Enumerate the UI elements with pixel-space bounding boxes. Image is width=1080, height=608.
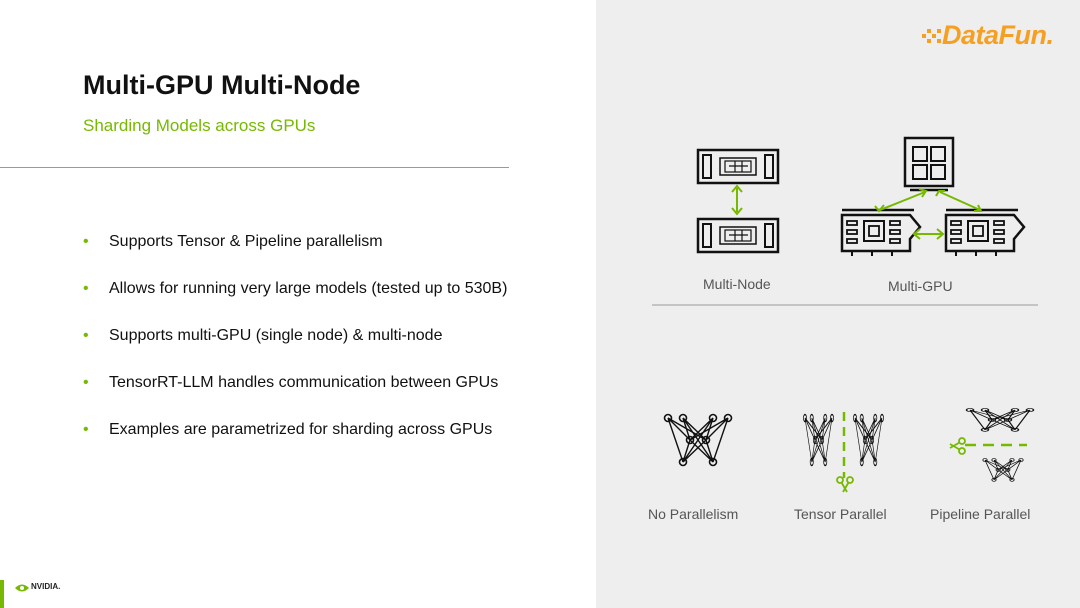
bullet-list <box>83 233 507 468</box>
neural-network-icon <box>665 415 732 466</box>
bullet-item <box>83 421 507 468</box>
server-node-icon <box>698 219 778 252</box>
neural-network-icon <box>853 415 883 466</box>
caption-pipeline-parallel: Pipeline Parallel <box>930 506 1031 522</box>
bullet-text: TensorRT-LLM handles communication between GPUs <box>109 374 499 391</box>
neural-network-icon <box>967 408 1034 431</box>
scissors-icon <box>837 477 853 492</box>
datafun-logo-text: DataFun. <box>942 20 1054 50</box>
nvidia-logo-text: NVIDIA. <box>31 582 61 591</box>
scissors-icon <box>950 438 965 454</box>
bullet-text: Supports Tensor & Pipeline parallelism <box>109 233 383 250</box>
gpu-chip-icon <box>905 138 953 190</box>
footer-accent-bar <box>0 580 4 608</box>
caption-tensor-parallel: Tensor Parallel <box>794 506 887 522</box>
caption-multi-node: Multi-Node <box>703 276 771 292</box>
bullet-marker: • <box>83 280 89 297</box>
node-link-arrow <box>732 186 742 214</box>
bullet-text: Examples are parametrized for sharding across GPUs <box>109 421 493 438</box>
bullet-text: Allows for running very large models (tested up to 530B) <box>109 280 508 297</box>
gpu-card-icon <box>946 210 1024 256</box>
bullet-text: Supports multi-GPU (single node) & multi-node <box>109 327 443 344</box>
nvidia-eye-icon <box>15 583 29 593</box>
gpu-card-icon <box>842 210 920 256</box>
bullet-marker: • <box>83 233 89 250</box>
slide-subtitle: Sharding Models across GPUs <box>83 116 316 135</box>
slide-title: Multi-GPU Multi-Node <box>83 70 361 100</box>
bullet-item <box>83 233 507 280</box>
bullet-marker: • <box>83 374 89 391</box>
neural-network-icon <box>803 415 833 466</box>
caption-multi-gpu: Multi-GPU <box>888 278 953 294</box>
bullet-marker: • <box>83 421 89 438</box>
bullet-item <box>83 280 507 327</box>
bullet-item <box>83 327 507 374</box>
caption-no-parallelism: No Parallelism <box>648 506 739 522</box>
title-divider <box>0 167 509 168</box>
neural-network-icon <box>983 458 1023 481</box>
bullet-marker: • <box>83 327 89 344</box>
bullet-item <box>83 374 507 421</box>
server-node-icon <box>698 150 778 183</box>
